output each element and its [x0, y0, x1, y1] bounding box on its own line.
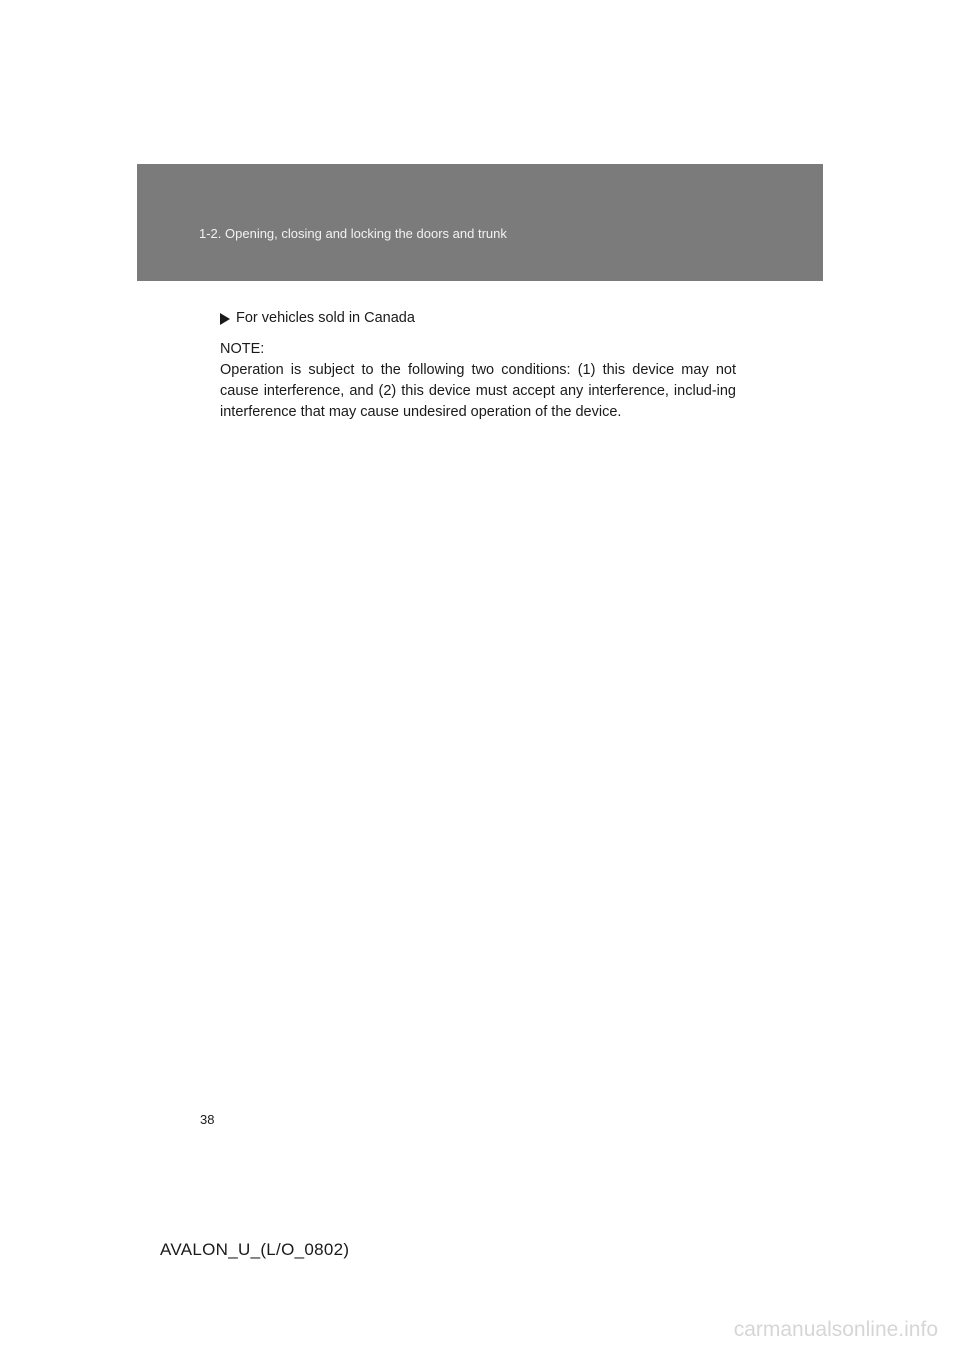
document-code: AVALON_U_(L/O_0802): [160, 1240, 350, 1259]
page-content: [220, 308, 736, 423]
note-body: Operation is subject to the following two conditions: (1) this device may not cause interference, and (2) this device must accept any interference, includ-ing interference that may cause undesired operation of the device.: [220, 362, 736, 420]
watermark: carmanualsonline.info: [733, 1318, 938, 1341]
region-bullet-text: For vehicles sold in Canada: [236, 310, 415, 326]
region-bullet: [220, 308, 736, 329]
page-number: 38: [200, 1112, 215, 1127]
triangle-bullet-icon: [220, 313, 230, 325]
section-header-band: [137, 164, 823, 281]
note-label: NOTE:: [220, 341, 265, 357]
section-title: 1-2. Opening, closing and locking the doors and trunk: [199, 226, 507, 241]
